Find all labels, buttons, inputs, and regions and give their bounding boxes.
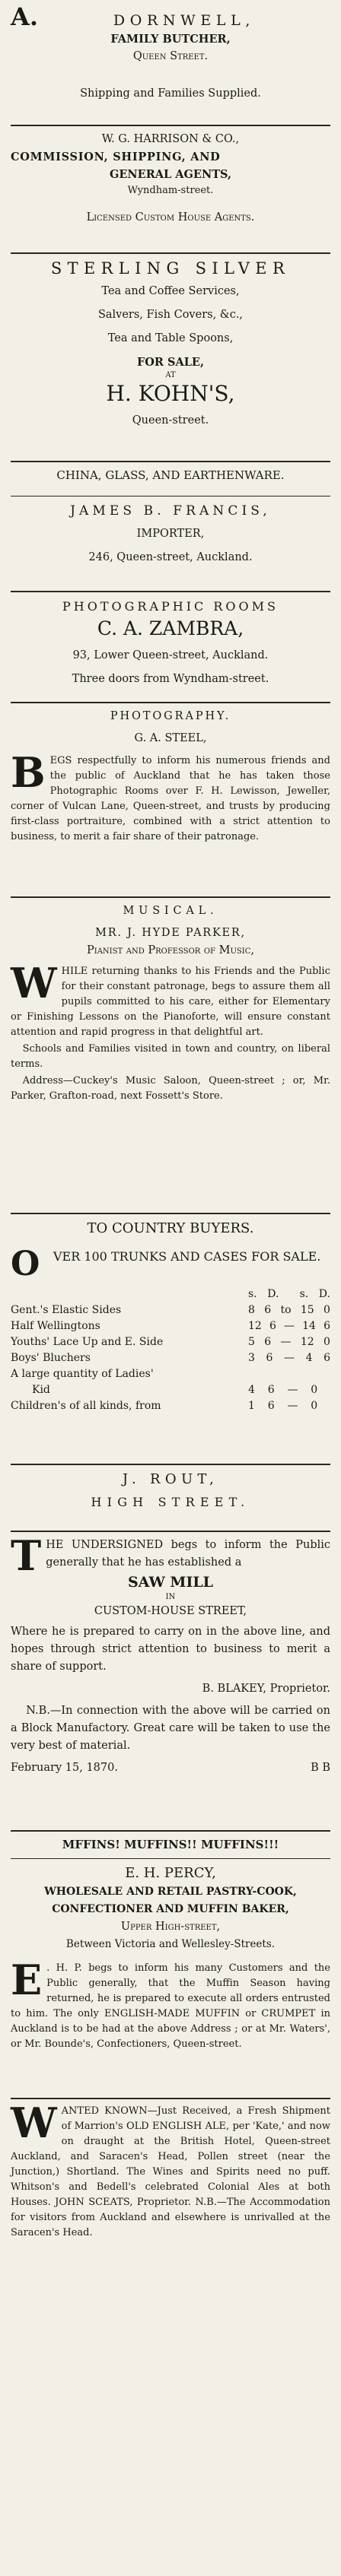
price-value: 8 <box>248 1304 255 1316</box>
ad-trade: CONFECTIONER AND MUFFIN BAKER, <box>52 1903 289 1915</box>
price-label: Youths' Lace Up and E. Side <box>11 1336 164 1348</box>
drop-cap: T <box>11 1531 42 1580</box>
ad-trade: IMPORTER, <box>136 528 205 540</box>
ad-body-text: . H. P. begs to inform his many Customers and the Public generally, that the Muffin Season having returned, he is prepared to execute all orders entrusted to him. The only ENGLISH-MADE MUFFIN or CRUMPET in Auckland is to be had at the above Address ; or at Mr. Waters', or Mr. Bounde's, Confectioners, Queen-street. <box>11 1962 330 2050</box>
price-value: — <box>284 1352 295 1364</box>
ad-intro <box>11 1245 330 1283</box>
ad-body <box>11 1531 330 1580</box>
price-value: 0 <box>323 1304 330 1316</box>
ad-item: Tea and Coffee Services, <box>101 285 240 297</box>
price-value: 6 <box>266 1352 273 1364</box>
price-row <box>11 1366 330 1382</box>
price-value: 6 <box>267 1400 275 1412</box>
ad-date: February 15, 1870. <box>11 1762 118 1774</box>
ad-intro-text: VER 100 TRUNKS AND CASES FOR SALE. <box>53 1249 321 1264</box>
price-value: — <box>287 1384 298 1396</box>
price-row <box>11 1382 330 1398</box>
ad-trade: WHOLESALE AND RETAIL PASTRY-COOK, <box>44 1886 297 1898</box>
price-value: 12 <box>300 1336 314 1348</box>
ad-item: Salvers, Fish Covers, &c., <box>97 309 244 321</box>
drop-cap: B <box>11 748 46 797</box>
drop-cap: W <box>11 959 57 1007</box>
ad-name: W. G. HARRISON & CO., <box>101 133 240 145</box>
ad-name: C. A. ZAMBRA, <box>97 617 244 639</box>
ad-line: COMMISSION, SHIPPING, AND <box>11 151 221 163</box>
ad-percy <box>11 1832 330 2098</box>
ad-note: N.B.—In connection with the above will be carried on a Block Manufactory. Great care will be taken to use the very best of material. <box>11 1705 330 1752</box>
ad-line: GENERAL AGENTS, <box>109 168 232 181</box>
price-row <box>11 1350 330 1366</box>
ad-harrison <box>11 126 330 252</box>
ad-sceats <box>11 2099 330 2292</box>
drop-cap: W <box>11 2099 57 2147</box>
ad-in: IN <box>165 1593 176 1601</box>
price-value: 6 <box>264 1336 272 1348</box>
ad-kohn <box>11 254 330 461</box>
price-list <box>11 1302 330 1414</box>
ad-headline: MUSICAL. <box>123 905 218 917</box>
ad-address: Queen-street. <box>132 414 209 427</box>
ad-mark: B B <box>311 1762 330 1774</box>
ad-rout <box>11 1465 330 1531</box>
ad-blakey <box>11 1532 330 1830</box>
drop-cap: O <box>11 1245 40 1283</box>
ad-footer <box>11 1759 330 1777</box>
price-value: 4 <box>248 1384 255 1396</box>
ad-body <box>11 748 330 845</box>
ad-headline: PHOTOGRAPHIC ROOMS <box>62 599 279 614</box>
price-row <box>11 1334 330 1350</box>
ad-headline: TO COUNTRY BUYERS. <box>87 1220 254 1236</box>
ad-body-text: ANTED KNOWN—Just Received, a Fresh Shipment of Marrion's OLD ENGLISH ALE, per 'Kate,' and now on draught at the British Hotel, Queen-street Auckland, and Saracen's Head, Pollen street (near the Junction,) Shortland. The Wines and Spirits need no puff. Whitson's and Bedell's celebrated Colonial Ales at both Houses. JOHN SCEATS, Proprietor. N.B.—The Accommodation for visitors from Auckland and elsewhere is unrivalled at the Saracen's Head. <box>11 2105 330 2238</box>
ad-body-text: HE UNDERSIGNED begs to inform the Public generally that he has established a <box>46 1539 330 1569</box>
ad-body-text: Schools and Families visited in town and country, on liberal terms. <box>11 1043 330 1070</box>
ad-body-text: EGS respectfully to inform his numerous friends and the public of Auckland that he has taken those Photographic Rooms over F. H. Lewisson, Jeweller, corner of Vulcan Lane, Queen-street, and trusts by producing first-class portraiture, combined with a strict attention to business, to merit a fair share of their patronage. <box>11 755 330 842</box>
ad-name: G. A. STEEL, <box>134 732 207 744</box>
ad-between: Between Victoria and Wellesley-Streets. <box>65 1938 276 1950</box>
price-label: A large quantity of Ladies' <box>11 1368 154 1380</box>
ad-address: Upper High-street, <box>120 1921 221 1933</box>
ad-for-sale: FOR SALE, <box>136 356 205 369</box>
ad-body-text: HILE returning thanks to his Friends and the Public for their constant patronage, begs to assure them all pupils committed to his care, either for Elementary or Finishing Lessons on the Pianoforte, will ensure constant attention and rapid progress in that delightful art. <box>11 966 330 1038</box>
ad-zambra <box>11 592 330 702</box>
ad-body-text: Address—Cuckey's Music Saloon, Queen-street ; or, Mr. Parker, Grafton-road, next Fossett's Store. <box>11 1075 330 1102</box>
price-label: Kid <box>32 1384 50 1396</box>
price-value: 1 <box>248 1400 255 1412</box>
price-value: 6 <box>264 1304 272 1316</box>
price-value: 6 <box>269 1320 276 1332</box>
price-value: — <box>284 1320 295 1332</box>
ad-dornwell <box>11 0 330 125</box>
ad-body-text: Where he is prepared to carry on in the above line, and hopes through strict attention to business to merit a share of support. <box>11 1626 330 1673</box>
ad-headline: MFFINS! MUFFINS!! MUFFINS!!! <box>62 1838 279 1851</box>
ad-china <box>11 462 330 496</box>
price-value: — <box>280 1336 292 1348</box>
ad-address: 93, Lower Queen-street, Auckland. <box>72 649 269 661</box>
drop-cap: E <box>11 1956 43 2004</box>
ad-francis <box>11 496 330 591</box>
divider <box>11 1858 330 1859</box>
col-head: s. <box>248 1288 257 1300</box>
ad-name: JAMES B. FRANCIS, <box>70 503 271 519</box>
price-label: Children's of all kinds, from <box>11 1400 161 1412</box>
price-value: 12 <box>248 1320 262 1332</box>
ad-trade: FAMILY BUTCHER, <box>110 33 231 46</box>
price-row <box>11 1302 330 1318</box>
price-value: 4 <box>305 1352 313 1364</box>
col-head: s. <box>299 1288 309 1300</box>
ad-title: Pianist and Professor of Music, <box>86 944 255 956</box>
ad-name: MR. J. HYDE PARKER, <box>95 927 246 939</box>
price-value: 15 <box>300 1304 314 1316</box>
ad-address: 246, Queen-street, Auckland. <box>88 551 253 563</box>
price-label: Half Wellingtons <box>11 1320 100 1332</box>
ad-name: DORNWELL, <box>113 12 256 29</box>
ad-body <box>11 1956 330 2052</box>
price-label: Gent.'s Elastic Sides <box>11 1304 122 1316</box>
ad-address: Queen Street. <box>132 50 209 62</box>
ad-steel <box>11 703 330 896</box>
price-label: Boys' Bluchers <box>11 1352 91 1364</box>
ad-name: E. H. PERCY, <box>125 1865 216 1881</box>
ad-headline: CHINA, GLASS, AND EARTHENWARE. <box>56 468 285 482</box>
ad-note: Shipping and Families Supplied. <box>80 87 261 100</box>
ad-body <box>11 959 330 1040</box>
ad-country-buyers <box>11 1214 330 1464</box>
ad-body <box>11 2099 330 2241</box>
ad-headline: PHOTOGRAPHY. <box>110 710 231 722</box>
col-head: D. <box>267 1288 279 1300</box>
price-header <box>11 1286 330 1302</box>
price-value: — <box>287 1400 298 1412</box>
ad-at: AT <box>165 371 176 379</box>
ad-note: Three doors from Wyndham-street. <box>72 673 269 685</box>
ad-initial: A. <box>11 2 38 31</box>
price-value: 0 <box>323 1336 330 1348</box>
price-row <box>11 1318 330 1334</box>
price-value: 6 <box>323 1352 330 1364</box>
ad-address: Wyndham-street. <box>127 185 214 196</box>
ad-address: HIGH STREET. <box>91 1495 250 1509</box>
ad-item: Tea and Table Spoons, <box>107 332 234 344</box>
price-value: 0 <box>311 1384 318 1396</box>
price-value: 6 <box>323 1320 330 1332</box>
ad-street: CUSTOM-HOUSE STREET, <box>94 1605 247 1617</box>
price-value: 5 <box>248 1336 255 1348</box>
ad-parker <box>11 898 330 1213</box>
price-value: 3 <box>248 1352 255 1364</box>
ad-saw-mill: SAW MILL <box>127 1574 214 1591</box>
price-value: to <box>280 1304 292 1316</box>
price-value: 6 <box>267 1384 275 1396</box>
ad-name: H. KOHN'S, <box>106 381 235 406</box>
price-row <box>11 1398 330 1414</box>
col-head: D. <box>318 1288 330 1300</box>
price-value: 0 <box>311 1400 318 1412</box>
ad-licence: Licensed Custom House Agents. <box>86 211 255 224</box>
price-value: 14 <box>302 1320 316 1332</box>
ad-name: J. ROUT, <box>122 1471 219 1487</box>
ad-signature: B. BLAKEY, Proprietor. <box>202 1683 330 1695</box>
ad-headline: STERLING SILVER <box>50 259 291 278</box>
